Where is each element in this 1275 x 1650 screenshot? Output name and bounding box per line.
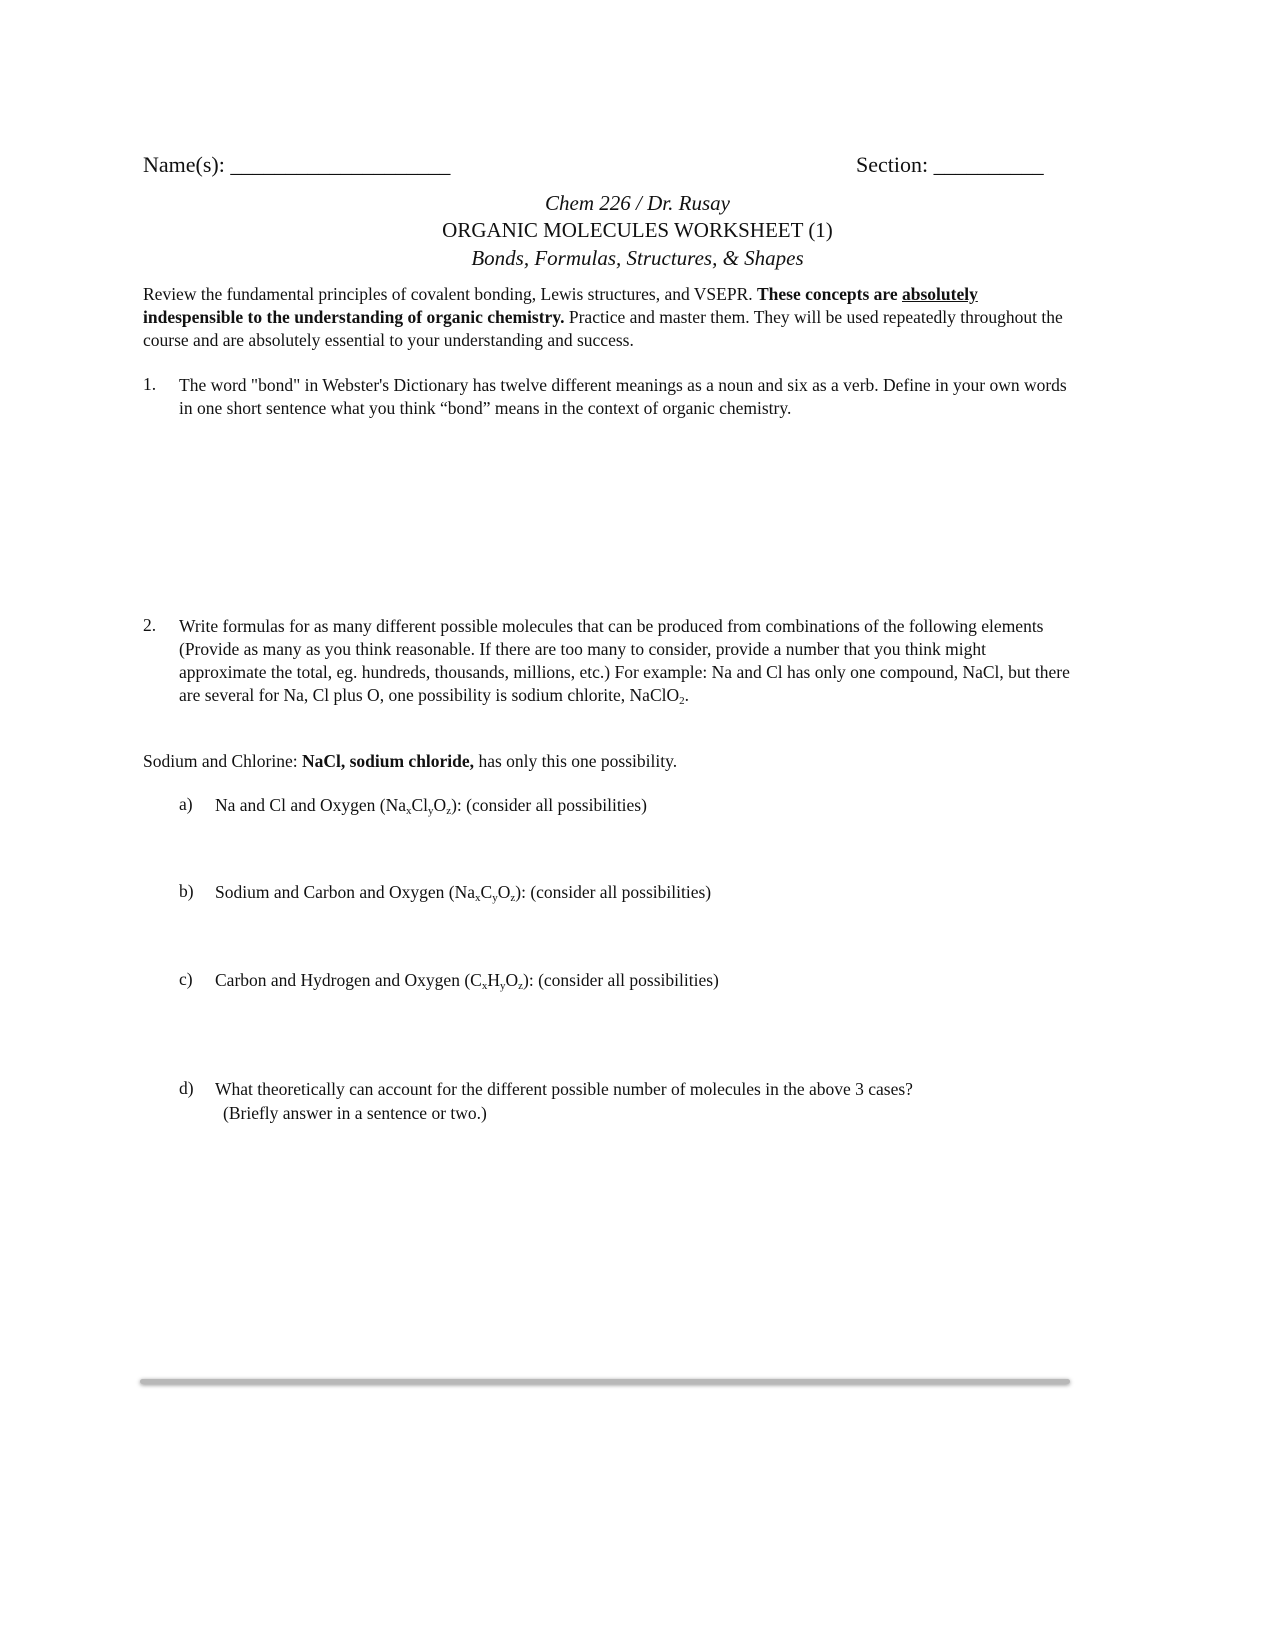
- part-b-el-3: O: [497, 882, 511, 902]
- q1-number: 1.: [143, 374, 157, 394]
- example-suffix: has only this one possibility.: [474, 751, 678, 771]
- q2-number: 2.: [143, 615, 157, 635]
- page-subtitle: Bonds, Formulas, Structures, & Shapes: [471, 246, 804, 270]
- part-a-pre: Na and Cl and Oxygen (Na: [215, 795, 406, 815]
- part-b-text: [215, 881, 711, 904]
- example-bold: NaCl, sodium chloride,: [301, 751, 475, 771]
- q2-subscript: 2: [679, 695, 685, 707]
- part-c-post: ): (consider all possibilities): [523, 970, 719, 990]
- intro-text-1: Review the fundamental principles of covalent bonding, Lewis structures, and VSEPR.: [143, 284, 757, 304]
- part-a-sub-z: z: [446, 805, 452, 817]
- section-label: Section:: [856, 152, 929, 177]
- part-c-sub-y: y: [499, 980, 506, 992]
- q2-end: .: [684, 685, 690, 705]
- part-a-letter: a): [179, 794, 193, 814]
- part-b-sub-x: x: [475, 892, 481, 904]
- part-b-el-2: C: [480, 882, 493, 902]
- part-c-sub-z: z: [518, 980, 523, 992]
- part-c-sub-x: x: [481, 980, 488, 992]
- part-b-sub-z: z: [510, 892, 516, 904]
- part-c-el-3: O: [505, 970, 519, 990]
- part-b-sub-y: y: [492, 892, 498, 904]
- example-line: [143, 750, 677, 773]
- intro-text-2: Practice and master them. They will be used repeatedly throughout the course and are absolutely essential to your understanding and success.: [143, 307, 1063, 350]
- part-a-sub-y: y: [428, 805, 434, 817]
- page-divider: [140, 1379, 1070, 1384]
- part-c-pre: Carbon and Hydrogen and Oxygen (C: [215, 970, 482, 990]
- part-a-post: ): (consider all possibilities): [451, 795, 647, 815]
- intro-bold-2: indespensible to the understanding of organic chemistry.: [143, 307, 565, 327]
- part-d-letter: d): [179, 1078, 194, 1098]
- part-b-letter: b): [179, 881, 194, 901]
- example-prefix: Sodium and Chlorine:: [143, 751, 302, 771]
- part-c-el-2: H: [487, 970, 500, 990]
- part-c-text: [215, 969, 719, 992]
- part-b-post: ): (consider all possibilities): [515, 882, 712, 902]
- part-a-text: [215, 794, 647, 817]
- q2-text: [179, 615, 1077, 707]
- intro-bold-1: These concepts are: [757, 284, 898, 304]
- intro-paragraph: [143, 283, 1078, 352]
- part-b-pre: Sodium and Carbon and Oxygen (Na: [215, 882, 476, 902]
- section-field: [856, 152, 1044, 178]
- section-blank: __________: [933, 152, 1044, 177]
- name-blank: ____________________: [230, 152, 451, 177]
- name-label: Name(s):: [143, 152, 225, 177]
- part-a-el-2: Cl: [411, 795, 429, 815]
- part-d-line-1: What theoretically can account for the different possible number of molecules in the above 3 cases?: [215, 1079, 913, 1099]
- part-c-letter: c): [179, 969, 193, 989]
- q1-text: The word "bond" in Webster's Dictionary has twelve different meanings as a noun and six as a verb. Define in your own words in one short sentence what you think “bond” means in the context of organic chemistry.: [179, 375, 1067, 418]
- name-field: [143, 152, 450, 178]
- part-d-line-2: (Briefly answer in a sentence or two.): [223, 1103, 487, 1123]
- intro-underlined: absolutely: [902, 284, 978, 304]
- part-a-sub-x: x: [406, 805, 412, 817]
- part-a-el-3: O: [433, 795, 447, 815]
- q2-body: Write formulas for as many different possible molecules that can be produced from combinations of the following elements (Provide as many as you think reasonable. If there are too many to consider, provide a number that you think might approximate the total, eg. hundreds, thousands, millions, etc.) For example: Na and Cl has only one compound, NaCl, but there are several for Na, Cl plus O, one possibility is sodium chlorite, NaClO: [179, 616, 1070, 705]
- page-title: ORGANIC MOLECULES WORKSHEET (1): [442, 218, 833, 242]
- course-title: Chem 226 / Dr. Rusay: [545, 191, 730, 215]
